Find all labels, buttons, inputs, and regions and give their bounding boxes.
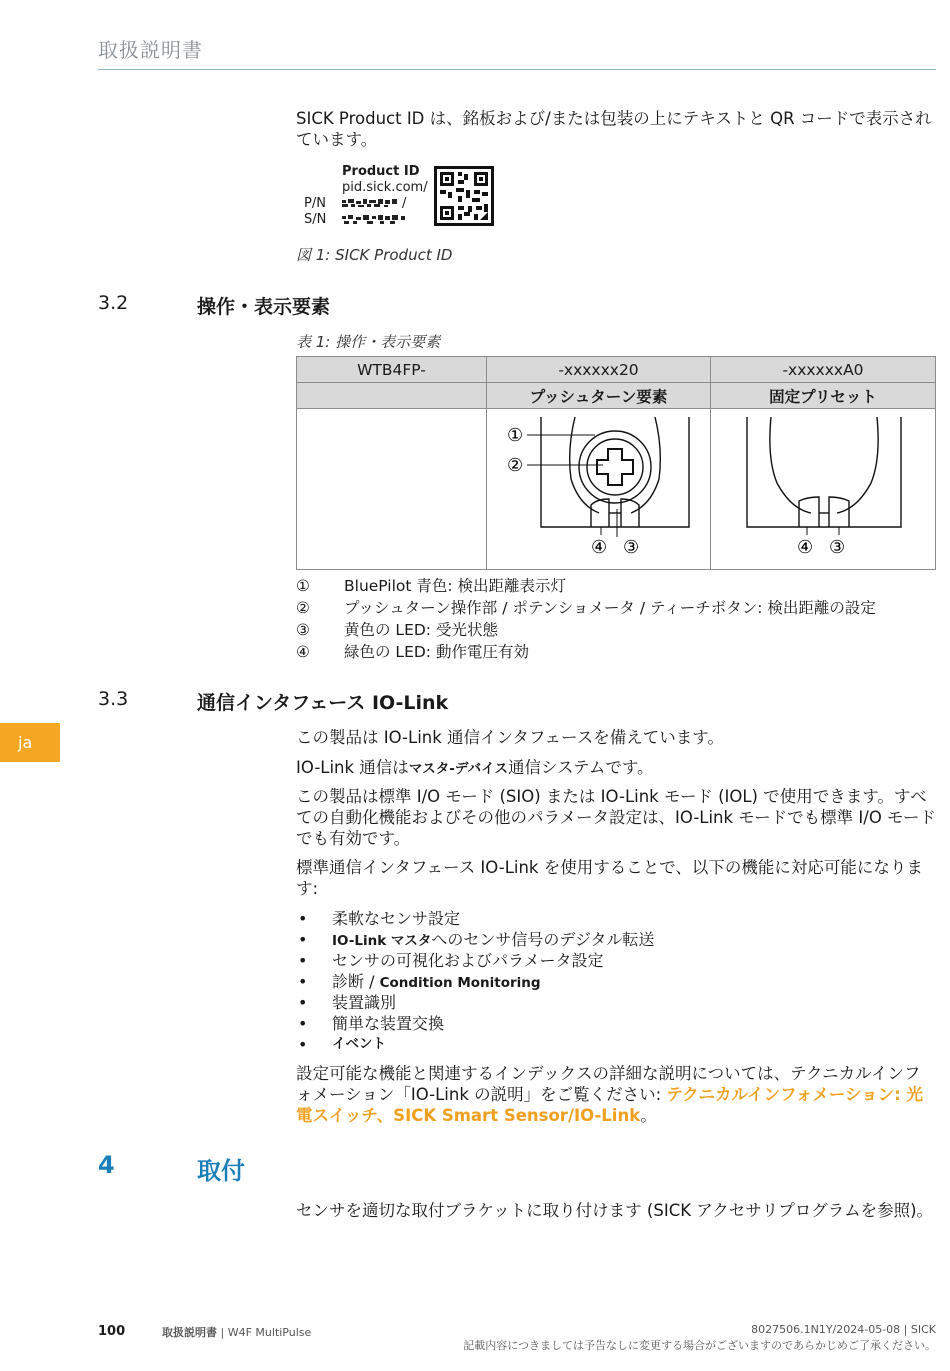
io-link-paragraph-5 <box>296 1063 936 1126</box>
qr-code-icon <box>434 166 494 226</box>
fixed-preset-diagram <box>711 409 935 565</box>
legend-text: プッシュターン操作部 / ポテンショメータ / ティーチボタン: 検出距離の設定 <box>344 599 876 617</box>
section-number: 3.2 <box>98 292 129 314</box>
product-id-url: pid.sick.com/ <box>342 180 428 195</box>
bullet-dot: • <box>298 972 308 991</box>
controls-table <box>296 356 936 570</box>
callout-1: ① <box>507 425 524 446</box>
table-cell-empty <box>297 409 487 570</box>
bullet-text <box>332 929 654 952</box>
footer-disclaimer: 記載内容につきましては予告なしに変更する場合がございますのであらかじめご了承ください。 <box>463 1339 936 1352</box>
legend-text: 黄色の LED: 受光状態 <box>344 621 498 639</box>
callout-3b: ③ <box>829 537 846 558</box>
footer-product: W4F MultiPulse <box>227 1326 312 1339</box>
sn-label: S/N <box>304 212 327 227</box>
bullet-dot: • <box>298 1035 308 1054</box>
io-link-paragraph-4: 標準通信インタフェース IO-Link を使用することで、以下の機能に対応可能になります: <box>296 858 923 898</box>
legend-number: ④ <box>296 643 310 661</box>
io-link-paragraph-3: この製品は標準 I/O モード (SIO) または IO-Link モード (IOL) で使用できます。すべての自動化機能およびその他のパラメータ設定は、IO-Link モードでも標準 I/O モードでも有効です。 <box>296 787 936 848</box>
legend-number: ③ <box>296 621 310 639</box>
pn-label: P/N <box>304 196 326 211</box>
io-link-paragraph-2 <box>296 757 936 780</box>
language-tab: ja <box>0 723 60 762</box>
technical-information-link[interactable]: テクニカルインフォメーション: 光電スイッチ、SICK Smart Sensor/IO-Link <box>296 1085 923 1125</box>
section-title: 操作・表示要素 <box>197 296 331 318</box>
header-title: 取扱説明書 <box>98 38 203 62</box>
bullet-dot: • <box>298 951 308 970</box>
bullet-dot: • <box>298 1014 308 1033</box>
chapter-number: 4 <box>98 1151 115 1179</box>
bullet-text: 簡単な装置交換 <box>332 1014 445 1033</box>
table-header-variant-a0: -xxxxxxA0 <box>711 357 936 383</box>
fixed-preset-diagram-cell <box>711 409 936 570</box>
table-subheader-empty <box>297 383 487 409</box>
pn-slash: / <box>402 196 407 211</box>
p2-post: 通信システムです。 <box>507 758 654 777</box>
table-subheader-push-turn: プッシュターン要素 <box>487 383 711 409</box>
push-turn-diagram-cell <box>487 409 711 570</box>
bullet-text: イベント <box>332 1036 386 1052</box>
bullet-text <box>332 971 541 994</box>
bullet-bold: Condition Monitoring <box>379 975 541 991</box>
callout-4: ④ <box>591 537 608 558</box>
callout-3: ③ <box>623 537 640 558</box>
table-header-model: WTB4FP- <box>297 357 487 383</box>
header-divider <box>98 69 936 70</box>
product-id-heading: Product ID <box>342 164 420 179</box>
p5-post: 。 <box>640 1106 657 1125</box>
page-number: 100 <box>98 1324 126 1339</box>
bullet-dot: • <box>298 909 308 928</box>
footer-doc-code: 8027506.1N1Y/2024-05-08 | SICK <box>751 1323 936 1336</box>
product-id-label <box>296 162 496 232</box>
intro-paragraph: SICK Product ID は、銘板および/または包装の上にテキストと QR コードで表示されています。 <box>296 109 932 149</box>
table-caption: 表 1: 操作・表示要素 <box>296 333 441 351</box>
bullet-dot: • <box>298 993 308 1012</box>
bullet-rest: へのセンサ信号のデジタル転送 <box>431 930 655 949</box>
bullet-text: 柔軟なセンサ設定 <box>332 909 461 928</box>
bullet-pre: 診断 / <box>332 972 380 991</box>
table-subheader-fixed-preset: 固定プリセット <box>711 383 936 409</box>
callout-2: ② <box>507 455 524 476</box>
figure-caption: 図 1: SICK Product ID <box>296 246 453 264</box>
mounting-paragraph: センサを適切な取付ブラケットに取り付けます (SICK アクセサリプログラムを参照)。 <box>296 1201 934 1220</box>
legend-text: BluePilot 青色: 検出距離表示灯 <box>344 577 567 595</box>
p5-pre: 設定可能な機能と関連するインデックスの詳細な説明については、テクニカルインフォメーション「IO-Link の説明」をご覧ください: <box>296 1064 921 1104</box>
table-header-variant-20: -xxxxxx20 <box>487 357 711 383</box>
io-link-paragraph-1: この製品は IO-Link 通信インタフェースを備えています。 <box>296 728 724 747</box>
push-turn-diagram <box>487 409 710 565</box>
bullet-dot: • <box>298 930 308 949</box>
callout-4b: ④ <box>797 537 814 558</box>
section-number: 3.3 <box>98 688 129 710</box>
bullet-text: センサの可視化およびパラメータ設定 <box>332 951 604 970</box>
chapter-title: 取付 <box>197 1157 245 1185</box>
p2-pre: IO-Link 通信は <box>296 758 409 777</box>
legend-number: ② <box>296 599 310 617</box>
p2-bold: マスタ-デバイス <box>408 761 508 777</box>
footer-doc-title: 取扱説明書 <box>162 1326 217 1339</box>
legend-number: ① <box>296 577 310 595</box>
section-title: 通信インタフェース IO-Link <box>197 692 449 714</box>
bullet-text: 装置識別 <box>332 993 397 1012</box>
legend-text: 緑色の LED: 動作電圧有効 <box>344 643 529 661</box>
footer-separator: | <box>217 1326 228 1339</box>
bullet-bold: IO-Link マスタ <box>332 933 432 949</box>
footer-document <box>162 1324 311 1340</box>
